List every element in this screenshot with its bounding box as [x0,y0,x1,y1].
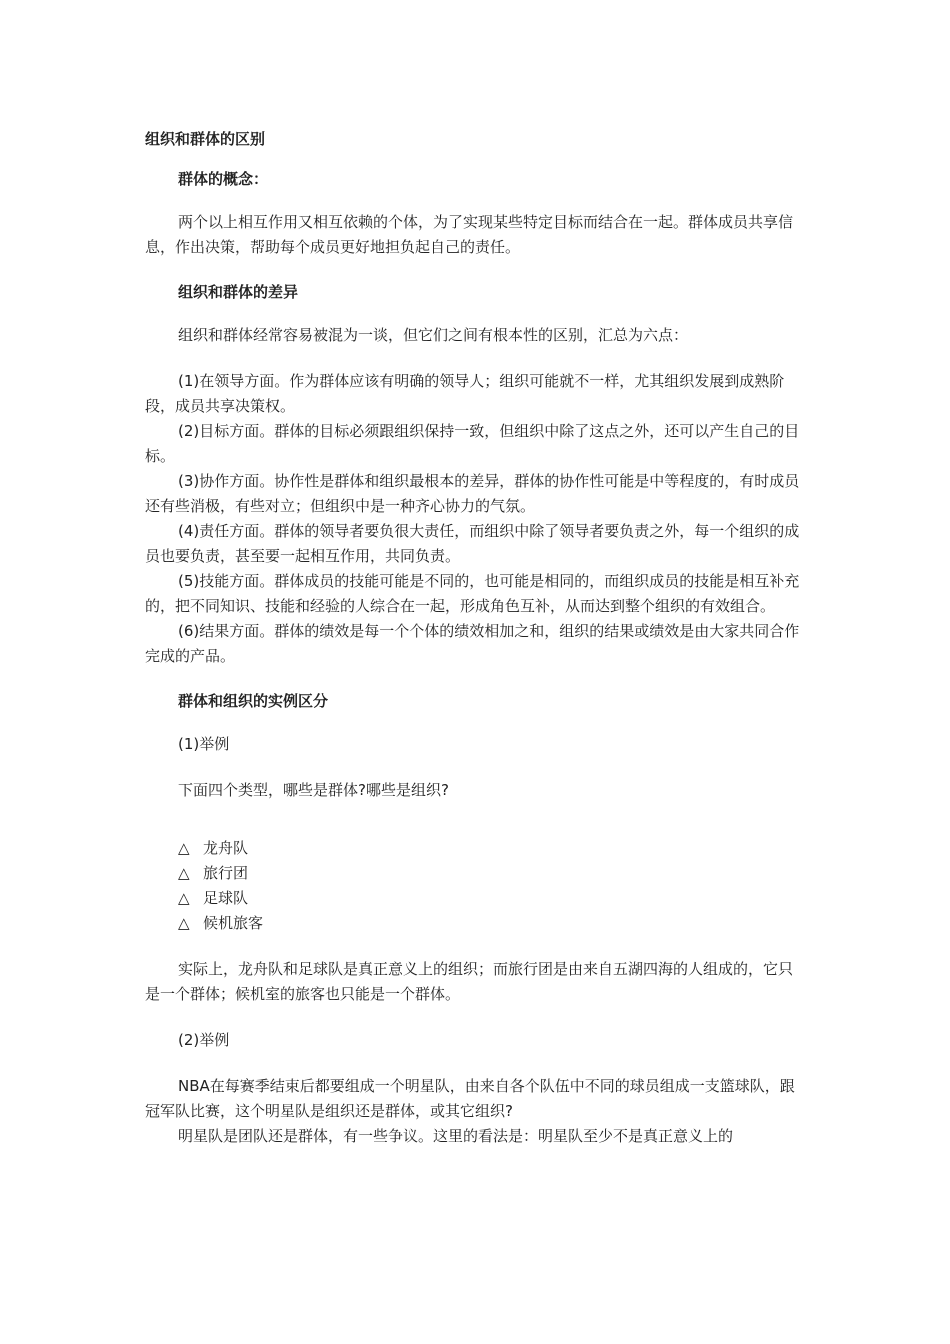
difference-point: (4)责任方面。群体的领导者要负很大责任，而组织中除了领导者要负责之外，每一个组织的成员也要负责，甚至要一起相互作用，共同负责。 [145,522,800,565]
example1-answer: 实际上，龙舟队和足球队是真正意义上的组织；而旅行团是由来自五湖四海的人组成的，它只是一个群体；候机室的旅客也只能是一个群体。 [145,960,794,1003]
example1-label: (1)举例 [178,735,230,753]
example1-bullet-list [145,836,807,936]
list-item [145,836,807,861]
difference-point: (5)技能方面。群体成员的技能可能是不同的，也可能是相同的，而组织成员的技能是相互补充的，把不同知识、技能和经验的人综合在一起，形成角色互补，从而达到整个组织的有效组合。 [145,572,800,615]
spacer [145,803,807,836]
triangle-icon: △ [178,889,190,907]
document-page [145,128,807,1149]
difference-point: (1)在领导方面。作为群体应该有明确的领导人；组织可能就不一样，尤其组织发展到成熟阶段，成员共享决策权。 [145,372,785,415]
example-heading: 群体和组织的实例区分 [178,692,329,710]
document-title: 组织和群体的区别 [145,130,266,148]
list-item-text: 足球队 [203,889,249,907]
example2-label: (2)举例 [178,1031,230,1049]
concept-paragraph: 两个以上相互作用又相互依赖的个体，为了实现某些特定目标而结合在一起。群体成员共享信息，作出决策，帮助每个成员更好地担负起自己的责任。 [145,213,794,256]
concept-heading: 群体的概念： [178,170,269,188]
example2-followup: 明星队是团队还是群体，有一些争议。这里的看法是：明星队至少不是真正意义上的 [178,1127,734,1145]
triangle-icon: △ [178,839,190,857]
difference-points [145,369,807,669]
list-item-text: 龙舟队 [203,839,249,857]
difference-intro: 组织和群体经常容易被混为一谈，但它们之间有根本性的区别，汇总为六点： [178,326,689,344]
example2-paragraph: NBA在每赛季结束后都要组成一个明星队，由来自各个队伍中不同的球员组成一支篮球队，跟冠军队比赛，这个明星队是组织还是群体，或其它组织? [145,1077,795,1120]
difference-point: (2)目标方面。群体的目标必须跟组织保持一致，但组织中除了这点之外，还可以产生自己的目标。 [145,422,800,465]
list-item [145,911,807,936]
difference-heading: 组织和群体的差异 [178,283,299,301]
triangle-icon: △ [178,914,190,932]
difference-point: (3)协作方面。协作性是群体和组织最根本的差异，群体的协作性可能是中等程度的，有时成员还有些消极，有些对立；但组织中是一种齐心协力的气氛。 [145,472,800,515]
list-item-text: 旅行团 [203,864,249,882]
difference-point: (6)结果方面。群体的绩效是每一个个体的绩效相加之和，组织的结果或绩效是由大家共同合作完成的产品。 [145,622,800,665]
list-item [145,861,807,886]
list-item-text: 候机旅客 [203,914,264,932]
example1-question: 下面四个类型，哪些是群体?哪些是组织? [178,781,449,799]
list-item [145,886,807,911]
triangle-icon: △ [178,864,190,882]
